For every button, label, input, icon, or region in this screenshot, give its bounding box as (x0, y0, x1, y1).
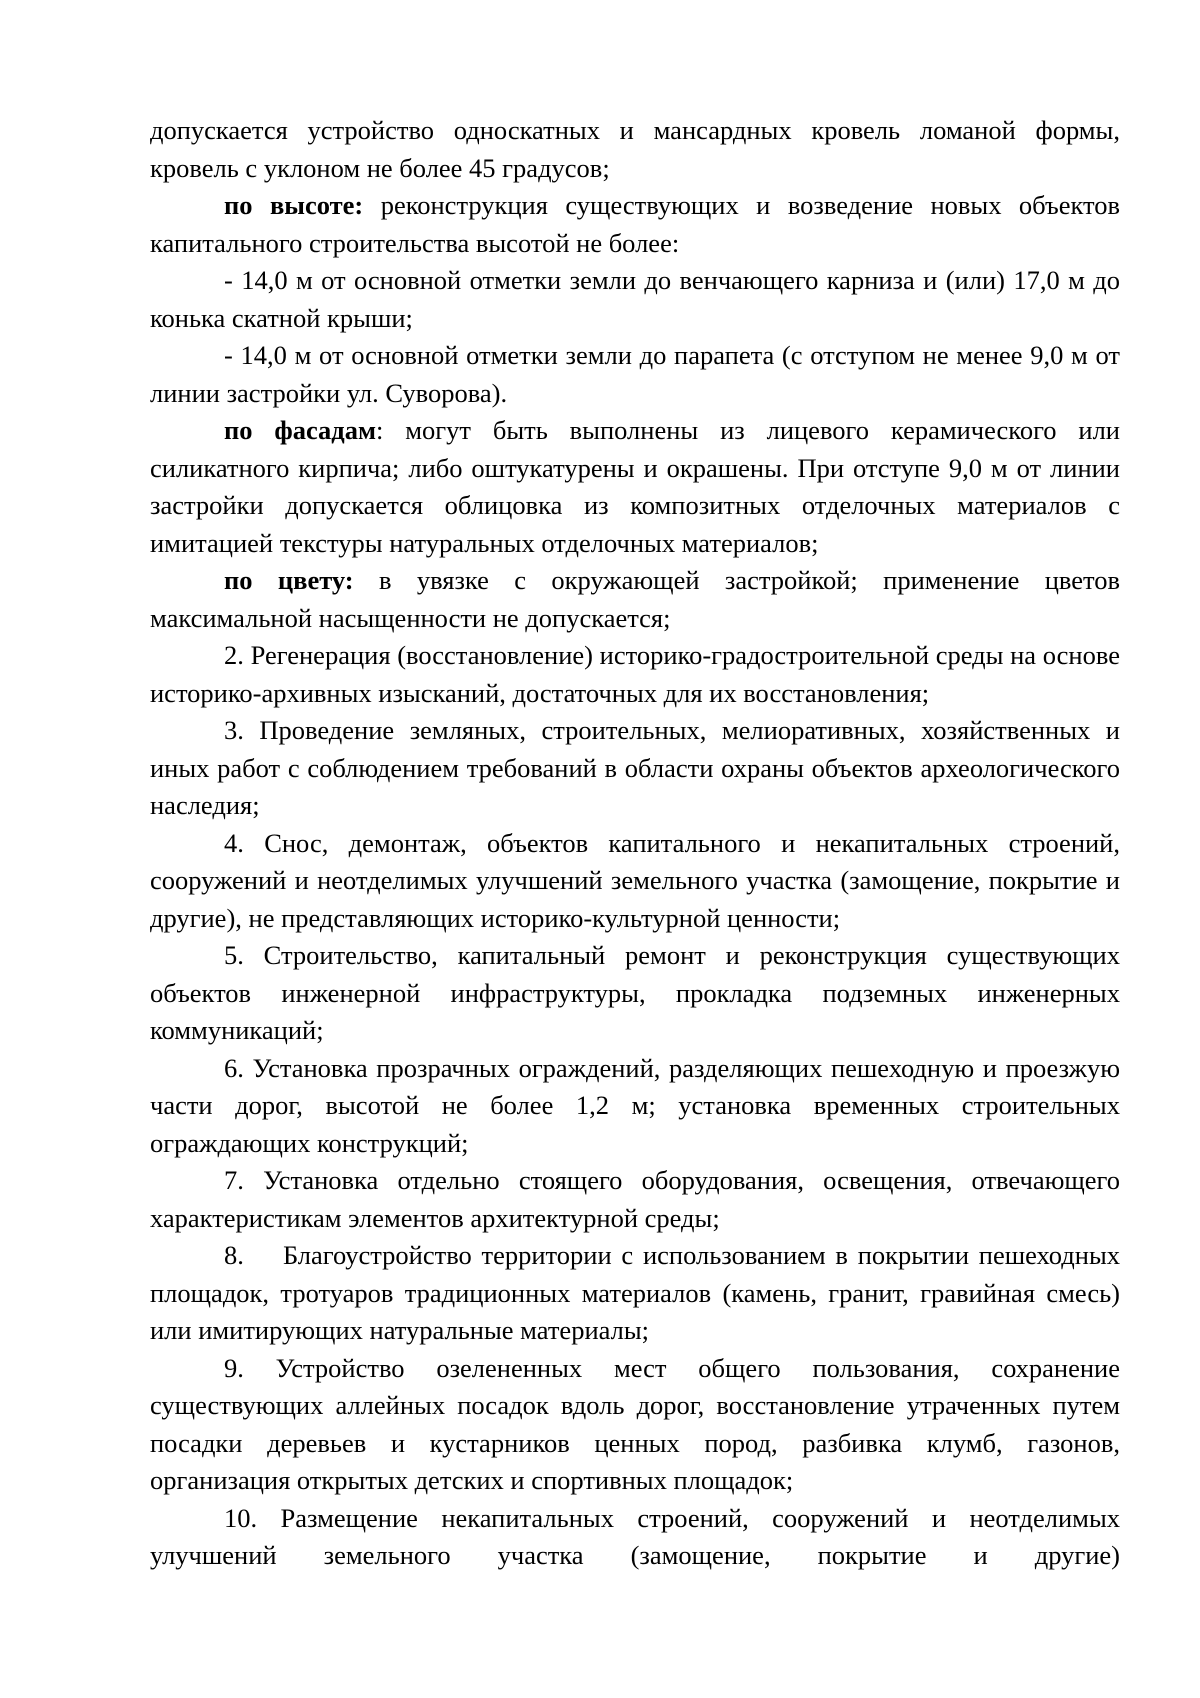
paragraph-text: 2. Регенерация (восстановление) историко-градостроительной среды на основе историко-архивных изысканий, достаточных для их восстановления; (150, 640, 1120, 708)
paragraph-text: 8. Благоустройство территории с использованием в покрытии пешеходных площадок, тротуаров традиционных материалов (камень, гранит, гравийная смесь) или имитирующих натуральные материалы; (150, 1240, 1120, 1345)
paragraph-text: в увязке с окружающей застройкой; применение цветов максимальной насыщенности не допускается; (150, 565, 1121, 633)
paragraph-text: 6. Установка прозрачных ограждений, разделяющих пешеходную и проезжую части дорог, высотой не более 1,2 м; установка временных строительных ограждающих конструкций; (150, 1052, 1120, 1158)
paragraph-text: 10. Размещение некапитальных строений, сооружений и неотделимых улучшений земельного участка (замощение, покрытие и другие) (150, 1502, 1120, 1570)
paragraph-item-10 (150, 1500, 1120, 1575)
paragraph-text: 7. Установка отдельно стоящего оборудования, освещения, отвечающего характеристикам элементов архитектурной среды; (150, 1165, 1120, 1233)
paragraph-item-2 (150, 637, 1120, 712)
paragraph-text: : могут быть выполнены из лицевого керамического или силикатного кирпича; либо оштукатурены и окрашены. При отступе 9,0 м от линии застройки допускается облицовка из композитных отделочных материалов с имитацией текстуры натуральных отделочных материалов; (150, 415, 1120, 558)
paragraph-text: 9. Устройство озелененных мест общего пользования, сохранение существующих аллейных посадок вдоль дорог, восстановление утраченных путем посадки деревьев и кустарников ценных пород, разбивка клумб, газонов, организация открытых детских и спортивных площадок; (150, 1352, 1120, 1495)
paragraph-item-4 (150, 825, 1120, 938)
paragraph-facades (150, 412, 1120, 562)
paragraph-height (150, 187, 1120, 262)
paragraph-lead: по фасадам (224, 415, 377, 445)
paragraph-item-6 (150, 1050, 1120, 1163)
paragraph-text: - 14,0 м от основной отметки земли до парапета (с отступом не менее 9,0 м от линии застройки ул. Суворова). (150, 340, 1120, 408)
paragraph-text: допускается устройство односкатных и мансардных кровель ломаной формы, кровель с уклоном не более 45 градусов; (150, 115, 1120, 183)
document-page (150, 112, 1120, 1575)
paragraph-lead: по цвету: (224, 565, 354, 595)
paragraph-height-parapet (150, 337, 1120, 412)
paragraph-text: 5. Строительство, капитальный ремонт и реконструкция существующих объектов инженерной инфраструктуры, прокладка подземных инженерных коммуникаций; (150, 940, 1120, 1045)
paragraph-text: реконструкция существующих и возведение новых объектов капитального строительства высотой не более: (150, 190, 1120, 258)
paragraph-roofs (150, 112, 1120, 187)
paragraph-height-cornice (150, 262, 1120, 337)
paragraph-text: 4. Снос, демонтаж, объектов капитального и некапитальных строений, сооружений и неотделимых улучшений земельного участка (замощение, покрытие и другие), не представляющих историко-культурной ценности; (150, 827, 1120, 933)
paragraph-text: - 14,0 м от основной отметки земли до венчающего карниза и (или) 17,0 м до конька скатной крыши; (150, 265, 1120, 333)
paragraph-item-5 (150, 937, 1120, 1050)
paragraph-item-3 (150, 712, 1120, 825)
paragraph-item-9 (150, 1350, 1120, 1500)
paragraph-lead: по высоте: (224, 190, 364, 220)
paragraph-item-7 (150, 1162, 1120, 1237)
paragraph-text: 3. Проведение земляных, строительных, мелиоративных, хозяйственных и иных работ с соблюдением требований в области охраны объектов археологического наследия; (150, 715, 1120, 820)
paragraph-color (150, 562, 1120, 637)
paragraph-item-8 (150, 1237, 1120, 1350)
